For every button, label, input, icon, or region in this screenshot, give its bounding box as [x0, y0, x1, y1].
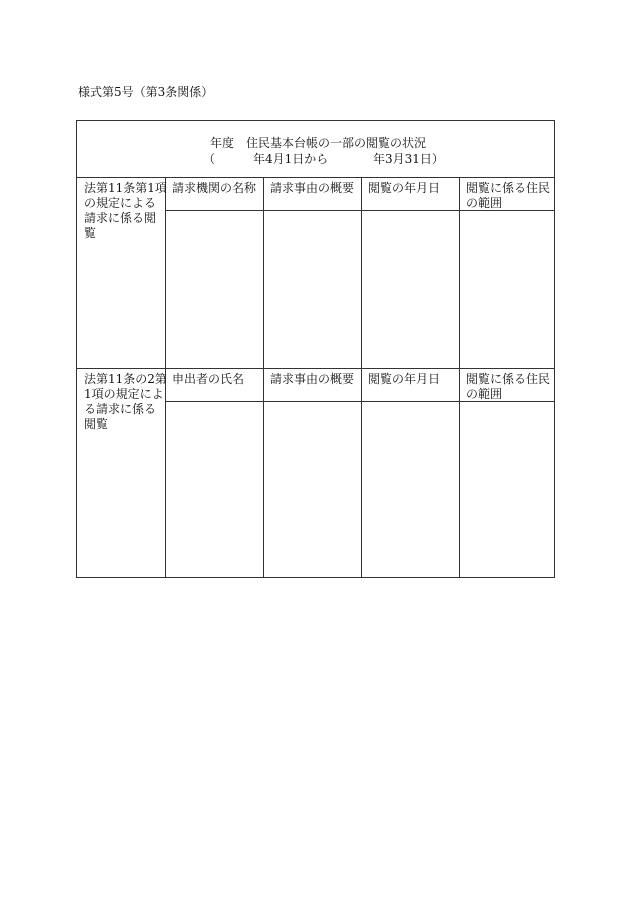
section-label: 法第11条の2第 1項の規定によ る請求に係る 閲覧 [84, 372, 167, 431]
title-main: 住民基本台帳の一部の閲覧の状況 [246, 136, 427, 150]
period-from: 年4月1日から [253, 152, 329, 166]
column-header-resident-scope: 閲覧に係る住民 の範囲 [466, 372, 551, 401]
form-title [210, 136, 426, 150]
column-header-resident-scope: 閲覧に係る住民 の範囲 [466, 181, 551, 210]
section-article-11-1 [77, 178, 554, 369]
column-header-inspection-date: 閲覧の年月日 [368, 181, 441, 195]
form-title-area [77, 121, 554, 178]
section-label: 法第11条第1項 の規定による 請求に係る閲 覧 [84, 181, 167, 240]
form-number-label: 様式第5号（第3条関係） [78, 85, 214, 99]
period-to: 年3月31日） [373, 152, 444, 166]
column-header-applicant-name: 申出者の氏名 [172, 372, 245, 386]
title-fiscal-year: 年度 [210, 136, 235, 150]
column-header-inspection-date: 閲覧の年月日 [368, 372, 441, 386]
column-header-request-reason: 請求事由の概要 [270, 372, 355, 386]
section-article-11-2-1 [77, 369, 554, 577]
column-header-request-reason: 請求事由の概要 [270, 181, 355, 195]
column-header-requesting-agency: 請求機関の名称 [172, 181, 257, 195]
period-open-paren: （ [203, 152, 216, 166]
inspection-status-form [76, 120, 555, 578]
